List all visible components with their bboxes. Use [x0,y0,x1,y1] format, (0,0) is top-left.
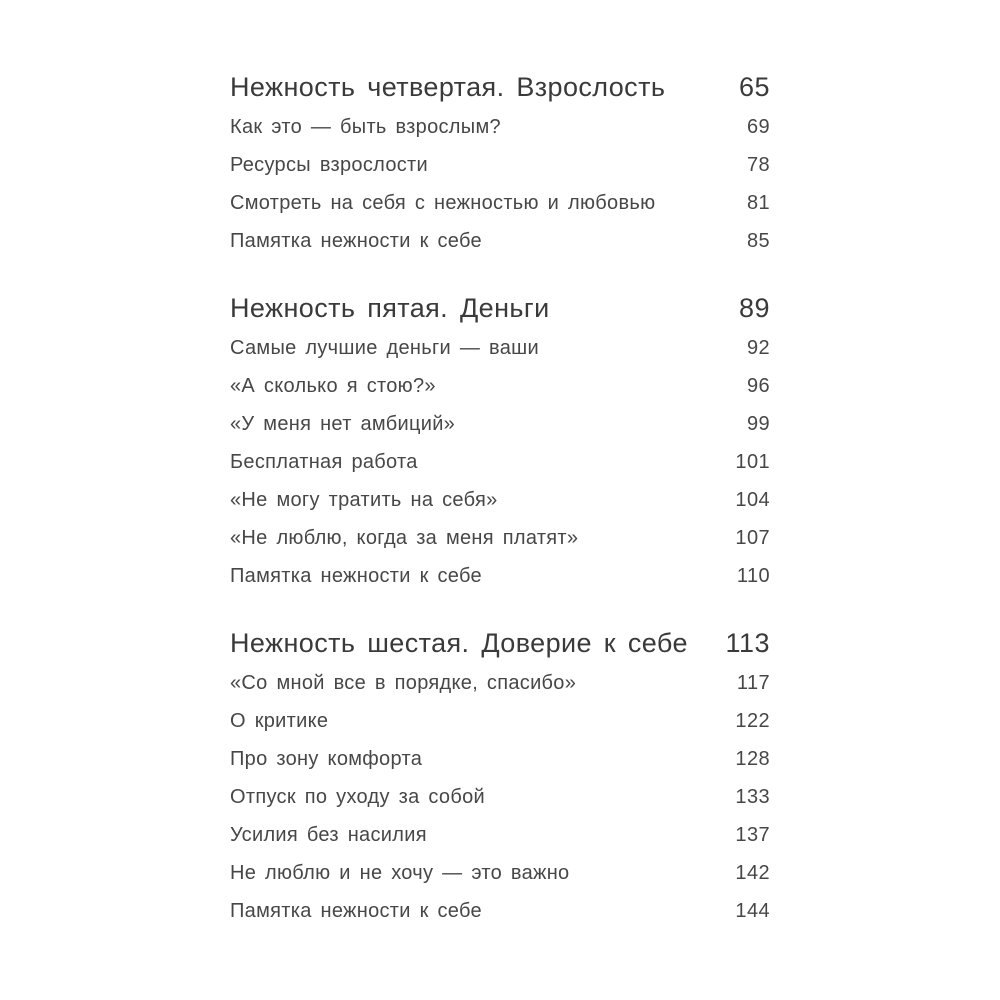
toc-entry-page-number: 128 [735,748,770,770]
toc-entry [230,563,770,589]
toc-entry-page-number: 78 [746,154,770,176]
toc-entry-page-number: 133 [735,786,770,808]
toc-entry-title: Отпуск по уходу за собой [230,786,485,808]
section-heading-page-number: 89 [738,293,770,323]
section-heading-title: Нежность шестая. Доверие к себе [230,628,688,658]
toc-entry [230,335,770,361]
toc-entry-page-number: 144 [735,900,770,922]
toc-entry-title: Ресурсы взрослости [230,154,428,176]
toc-entry [230,228,770,254]
toc-section [230,626,770,924]
toc-entry [230,449,770,475]
toc-entry-title: Бесплатная работа [230,451,418,473]
toc-entry [230,898,770,924]
toc-entry-page-number: 69 [746,116,770,138]
toc-entry-title: Самые лучшие деньги — ваши [230,337,539,359]
toc-entry-page-number: 85 [746,230,770,252]
toc-section-heading [230,626,770,660]
toc-entry-page-number: 92 [746,337,770,359]
toc-entry [230,152,770,178]
toc-entry [230,487,770,513]
toc-entry [230,114,770,140]
table-of-contents [230,70,770,924]
section-heading-title: Нежность четвертая. Взрослость [230,72,666,102]
toc-entry-title: «Со мной все в порядке, спасибо» [230,672,577,694]
toc-section-heading [230,70,770,104]
section-heading-title: Нежность пятая. Деньги [230,293,550,323]
toc-entry [230,190,770,216]
toc-entry-title: Смотреть на себя с нежностью и любовью [230,192,656,214]
toc-entry-page-number: 107 [735,527,770,549]
toc-entry-page-number: 104 [735,489,770,511]
toc-entry [230,670,770,696]
toc-entry-page-number: 122 [735,710,770,732]
toc-entry-page-number: 96 [746,375,770,397]
toc-entry-title: Памятка нежности к себе [230,900,482,922]
toc-entry [230,411,770,437]
toc-entry-page-number: 142 [735,862,770,884]
toc-entry-page-number: 110 [736,565,770,587]
toc-section [230,291,770,589]
section-heading-page-number: 113 [725,628,770,658]
toc-entry-page-number: 99 [746,413,770,435]
toc-entry [230,822,770,848]
toc-entry [230,525,770,551]
toc-entry-page-number: 81 [746,192,770,214]
toc-entry [230,784,770,810]
toc-entry-page-number: 117 [736,672,770,694]
toc-entry [230,373,770,399]
toc-section-heading [230,291,770,325]
toc-entry-title: Памятка нежности к себе [230,230,482,252]
toc-entry-title: Как это — быть взрослым? [230,116,501,138]
toc-entry-title: Памятка нежности к себе [230,565,482,587]
toc-entry-title: О критике [230,710,329,732]
toc-entry-title: «Не люблю, когда за меня платят» [230,527,579,549]
toc-entry [230,860,770,886]
toc-entry [230,746,770,772]
toc-entry-title: «У меня нет амбиций» [230,413,456,435]
toc-entry-title: «А сколько я стою?» [230,375,436,397]
toc-entry [230,708,770,734]
section-heading-page-number: 65 [738,72,770,102]
toc-section [230,70,770,254]
toc-entry-page-number: 101 [735,451,770,473]
toc-entry-title: Усилия без насилия [230,824,427,846]
toc-entry-page-number: 137 [735,824,770,846]
toc-entry-title: Не люблю и не хочу — это важно [230,862,570,884]
toc-entry-title: Про зону комфорта [230,748,423,770]
toc-entry-title: «Не могу тратить на себя» [230,489,498,511]
